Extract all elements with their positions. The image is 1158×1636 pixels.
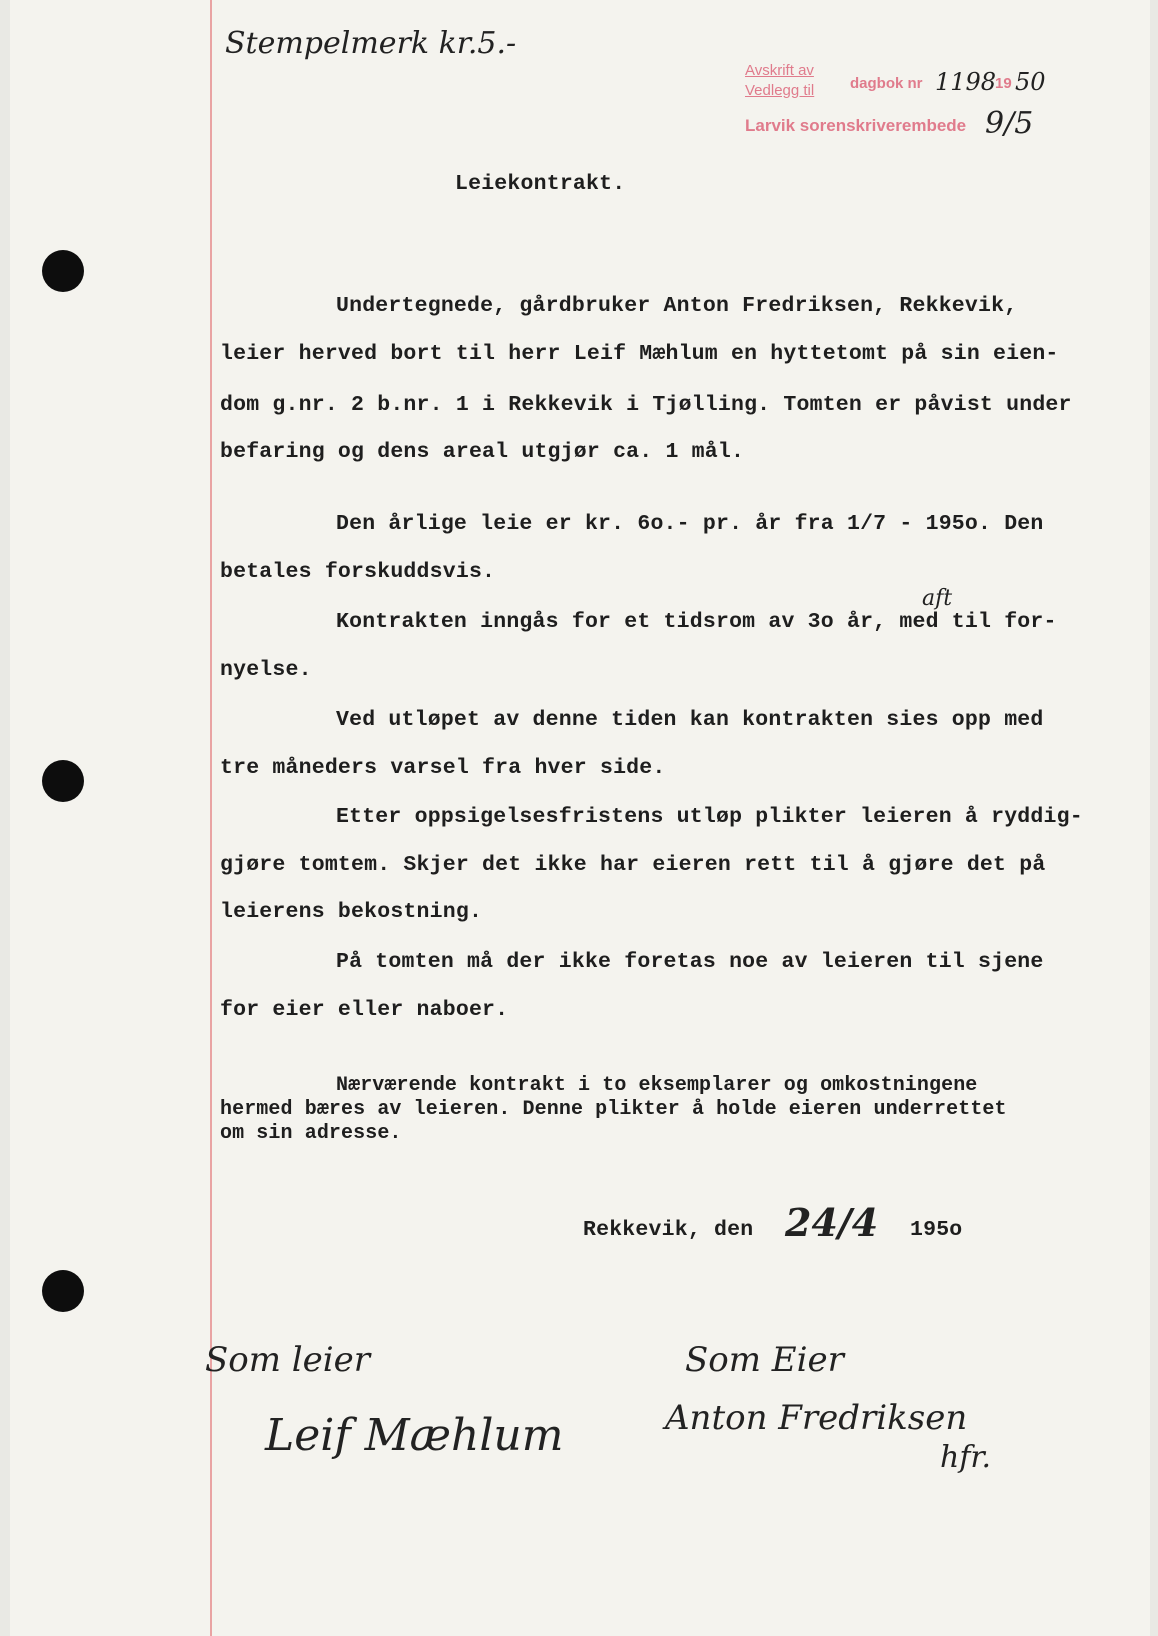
stamp-line-1a: Avskrift av xyxy=(745,62,814,79)
document-title: Leiekontrakt. xyxy=(455,172,626,196)
paragraph-line: Etter oppsigelsesfristens utløp plikter leieren å ryddig- xyxy=(336,805,1083,829)
paragraph-line: dom g.nr. 2 b.nr. 1 i Rekkevik i Tjølling. Tomten er påvist under xyxy=(220,393,1072,417)
paragraph-line: befaring og dens areal utgjør ca. 1 mål. xyxy=(220,440,745,464)
stamp-line-1b: Vedlegg til xyxy=(745,82,815,99)
handwritten-date: 24/4 xyxy=(785,1200,879,1245)
owner-label: Som Eier xyxy=(685,1340,844,1380)
place-date-year: 195o xyxy=(910,1218,963,1242)
punch-hole xyxy=(42,760,84,802)
paragraph-line: Den årlige leie er kr. 6o.- pr. år fra 1/7 - 195o. Den xyxy=(336,512,1044,536)
paragraph-line: Kontrakten inngås for et tidsrom av 3o år, med til for- xyxy=(336,610,1057,634)
tenant-signature: Leif Mæhlum xyxy=(265,1410,564,1461)
stamp-office: Larvik sorenskriverembede xyxy=(745,116,967,135)
closing-line: Nærværende kontrakt i to eksemplarer og omkostningene xyxy=(336,1074,978,1097)
paragraph-line: Ved utløpet av denne tiden kan kontrakten sies opp med xyxy=(336,708,1044,732)
punch-hole xyxy=(42,1270,84,1312)
registration-date: 9/5 xyxy=(985,106,1034,141)
paragraph-line: tre måneders varsel fra hver side. xyxy=(220,756,666,780)
paragraph-line: nyelse. xyxy=(220,658,312,682)
closing-line: hermed bæres av leieren. Denne plikter å holde eieren underrettet xyxy=(220,1098,1007,1121)
punch-hole xyxy=(42,250,84,292)
owner-signature: Anton Fredriksen xyxy=(665,1398,968,1438)
diary-number: 1198 xyxy=(935,68,997,96)
paragraph-line: gjøre tomtem. Skjer det ikke har eieren rett til å gjøre det på xyxy=(220,853,1046,877)
margin-rule xyxy=(210,0,212,1636)
closing-line: om sin adresse. xyxy=(220,1122,402,1145)
paragraph-line: leier herved bort til herr Leif Mæhlum en hyttetomt på sin eien- xyxy=(220,342,1059,366)
paragraph-line: for eier eller naboer. xyxy=(220,998,509,1022)
paragraph-line: Undertegnede, gårdbruker Anton Fredriksen, Rekkevik, xyxy=(336,294,1018,318)
initials: hfr. xyxy=(940,1440,992,1475)
place-date-prefix: Rekkevik, den xyxy=(583,1218,754,1242)
paragraph-line: betales forskuddsvis. xyxy=(220,560,496,584)
paragraph-line: leierens bekostning. xyxy=(220,900,483,924)
stamp-year-prefix: 19 xyxy=(995,75,1012,92)
tenant-label: Som leier xyxy=(205,1340,371,1380)
handwritten-insert: aft xyxy=(922,586,953,611)
stamp-diary-label: dagbok nr xyxy=(850,75,923,92)
document-page xyxy=(10,0,1150,1636)
year-suffix: 50 xyxy=(1015,68,1046,96)
paragraph-line: På tomten må der ikke foretas noe av leieren til sjene xyxy=(336,950,1044,974)
stamp-duty-note: Stempelmerk kr.5.- xyxy=(225,26,517,61)
